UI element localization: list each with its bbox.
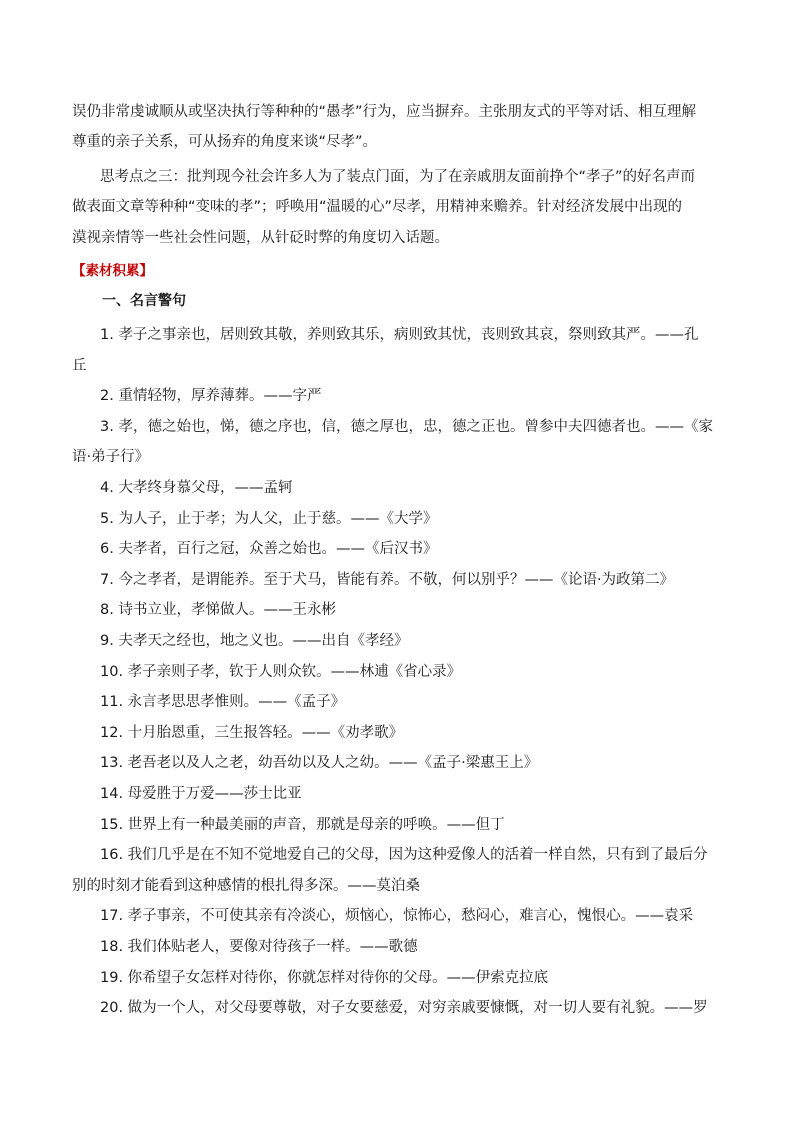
quote-text: 永言孝思思孝惟则。——《孟子》 [127, 694, 346, 711]
quote-item [72, 810, 722, 840]
paragraph-line: 误仍非常虔诚顺从或坚决执行等种种的“愚孝”行为，应当摒弃。主张朋友式的平等对话、相互理解 [72, 104, 697, 120]
quote-text-continued: 别的时刻才能看到这种感情的根扎得多深。——莫泊桑 [72, 877, 420, 894]
quote-text: 我们体贴老人，要像对待孩子一样。——歌德 [127, 939, 418, 955]
quote-item [72, 320, 722, 350]
quote-number: 17. [100, 908, 128, 925]
quote-text: 我们几乎是在不知不觉地爱自己的父母，因为这种爱像人的活着一样自然，只有到了最后分 [127, 847, 708, 864]
quote-number: 10. [100, 663, 128, 680]
paragraph-line: 做表面文章等种种“变味的孝”；呼唤用“温暖的心”尽孝，用精神来赡养。针对经济发展中出现的 [72, 199, 683, 215]
quote-item [72, 473, 722, 503]
quote-number: 9. [100, 633, 119, 649]
quote-number: 2. [100, 388, 119, 405]
quote-number: 3. [100, 418, 119, 435]
quote-number: 14. [100, 786, 128, 802]
quote-item [72, 779, 722, 809]
quote-text-continued: 语·弟子行》 [72, 449, 150, 466]
quote-number: 18. [100, 939, 128, 955]
quote-number: 1. [100, 327, 119, 343]
quote-text-continued: 丘 [72, 357, 87, 374]
section-heading: 一、名言警句 [102, 293, 186, 309]
quote-item [72, 963, 722, 993]
quote-number: 19. [100, 969, 128, 986]
quote-item [72, 932, 722, 962]
quote-text: 今之孝者，是谓能养。至于犬马，皆能有养。不敬，何以别乎？——《论语·为政第二》 [118, 571, 675, 588]
quote-number: 7. [100, 571, 119, 588]
paragraph-line: 漠视亲情等一些社会性问题，从针砭时弊的角度切入话题。 [72, 230, 449, 246]
quote-text: 母爱胜于万爱——莎士比亚 [127, 786, 302, 802]
section-label: 【素材积累】 [72, 263, 153, 279]
quote-number: 6. [100, 541, 119, 558]
quote-item [72, 718, 722, 748]
quote-item [72, 534, 722, 564]
quote-number: 15. [100, 816, 128, 833]
quote-item [72, 657, 722, 687]
quote-number: 11. [100, 694, 128, 711]
quote-item [72, 901, 722, 931]
paragraph-line: 思考点之三：批判现今社会许多人为了装点门面，为了在亲戚朋友面前挣个“孝子”的好名声而 [100, 169, 696, 185]
quote-text: 孝子亲则子孝，钦于人则众钦。——林逋《省心录》 [127, 663, 462, 680]
quote-item [72, 381, 722, 411]
quote-text: 重情轻物，厚养薄葬。——字严 [118, 388, 322, 405]
quote-item [72, 595, 722, 625]
quote-item [72, 748, 722, 778]
quote-text: 你希望子女怎样对待你，你就怎样对待你的父母。——伊索克拉底 [127, 969, 549, 986]
quote-text: 孝，德之始也，悌，德之序也，信，德之厚也，忠，德之正也。曾参中夫四德者也。——《家 [118, 418, 713, 435]
quote-item [72, 412, 722, 442]
quote-text: 孝子之事亲也，居则致其敬，养则致其乐，病则致其忧，丧则致其哀，祭则致其严。——孔 [118, 327, 699, 343]
quote-item [72, 504, 722, 534]
quote-text: 夫孝天之经也，地之义也。——出自《孝经》 [118, 633, 409, 649]
quote-text: 老吾老以及人之老，幼吾幼以及人之幼。——《孟子·梁惠王上》 [127, 755, 539, 772]
quote-text: 世界上有一种最美丽的声音，那就是母亲的呼唤。——但丁 [127, 816, 505, 833]
quote-number: 20. [100, 1000, 128, 1017]
quote-number: 13. [100, 755, 128, 772]
quote-item [72, 626, 722, 656]
quote-text: 夫孝者，百行之冠，众善之始也。——《后汉书》 [118, 541, 438, 558]
quote-text: 十月胎恩重，三生报答轻。——《劝孝歌》 [127, 724, 404, 741]
quote-item [72, 993, 722, 1023]
quote-item [72, 687, 722, 717]
quote-number: 5. [100, 510, 119, 527]
quote-number: 8. [100, 602, 119, 619]
quote-text: 诗书立业，孝悌做人。——王永彬 [118, 602, 336, 619]
quote-number: 4. [100, 480, 119, 496]
quote-text: 为人子，止于孝；为人父，止于慈。——《大学》 [118, 510, 438, 527]
quote-number: 12. [100, 724, 128, 741]
paragraph-line: 尊重的亲子关系，可从扬弃的角度来谈“尽孝”。 [72, 134, 378, 150]
quote-text: 做为一个人，对父母要尊敬，对子女要慈爱，对穷亲戚要慷慨，对一切人要有礼貌。——罗 [127, 1000, 708, 1017]
quote-text: 大孝终身慕父母，——孟轲 [118, 480, 293, 496]
quote-number: 16. [100, 847, 128, 864]
quote-text: 孝子事亲，不可使其亲有冷淡心，烦恼心，惊怖心，愁闷心，难言心，愧恨心。——袁采 [127, 908, 694, 925]
quote-item [72, 840, 722, 870]
quote-item [72, 565, 722, 595]
